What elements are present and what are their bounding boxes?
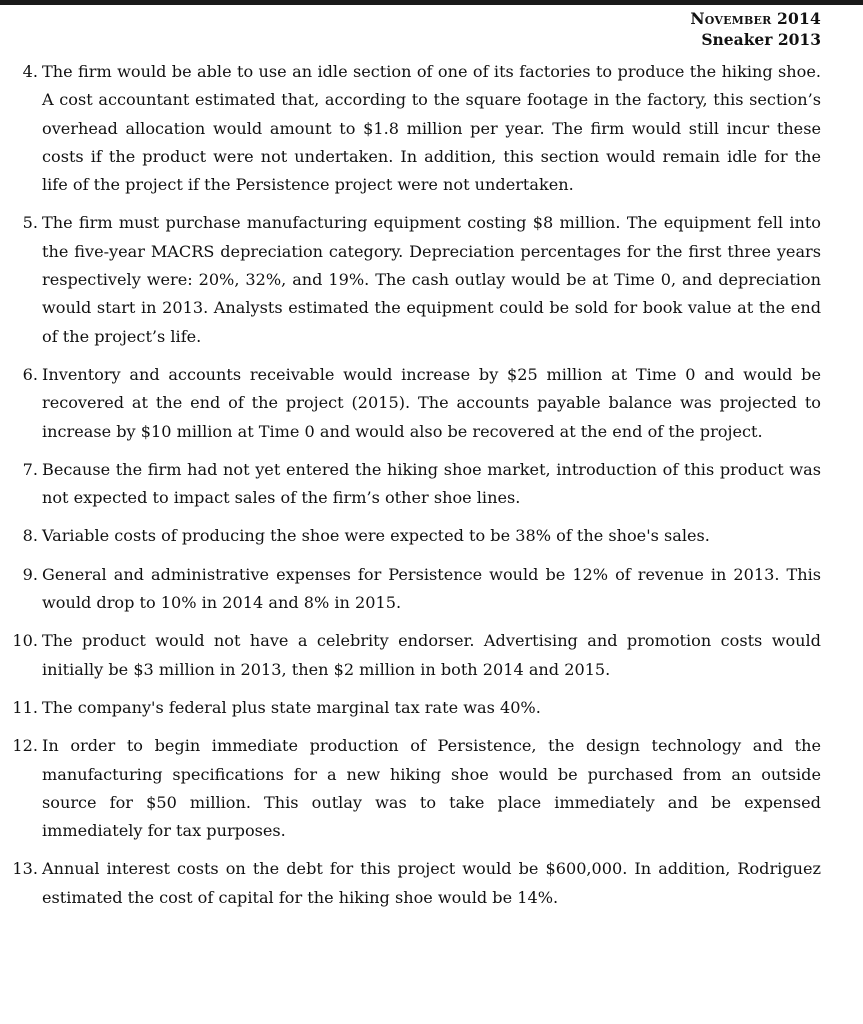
list-item-number: 8. xyxy=(22,526,38,546)
list-item-text: Variable costs of producing the shoe were expected to be 38% of the shoe's sales. xyxy=(42,526,710,546)
list-item-number: 7. xyxy=(22,459,38,479)
header-case-title: Sneaker 2013 xyxy=(701,30,821,49)
top-border xyxy=(0,0,863,5)
list-item xyxy=(0,694,863,722)
list-item xyxy=(0,58,863,199)
list-item-text: The firm would be able to use an idle section of one of its factories to produce the hiking shoe. A cost accountant estimated that, according to the square footage in the factory, this section’s overhead allocation would amount to $1.8 million per year. The firm would still incur these costs if the product were not undertaken. In addition, this section would remain idle for the life of the project if the Persistence project were not undertaken. xyxy=(42,62,821,195)
list-item xyxy=(0,561,863,618)
list-item-number: 4. xyxy=(22,62,38,81)
numbered-list xyxy=(0,58,863,922)
list-item xyxy=(0,361,863,446)
list-item xyxy=(0,732,863,845)
list-item xyxy=(0,855,863,912)
list-item-text: Annual interest costs on the debt for this project would be $600,000. In addition, Rodriguez estimated the cost of capital for the hiking shoe would be 14%. xyxy=(42,859,821,907)
list-item-number: 11. xyxy=(12,697,38,717)
list-item xyxy=(0,627,863,684)
list-item-number: 12. xyxy=(12,736,38,756)
list-item-text: The product would not have a celebrity endorser. Advertising and promotion costs would initially be $3 million in 2013, then $2 million in both 2014 and 2015. xyxy=(42,631,821,679)
list-item-text: General and administrative expenses for Persistence would be 12% of revenue in 2013. This would drop to 10% in 2014 and 8% in 2015. xyxy=(42,564,821,613)
list-item xyxy=(0,456,863,513)
list-item xyxy=(0,209,863,350)
list-item xyxy=(0,522,863,550)
list-item-number: 13. xyxy=(12,859,38,879)
list-item-text: Because the firm had not yet entered the hiking shoe market, introduction of this product was not expected to impact sales of the firm’s other shoe lines. xyxy=(42,459,821,508)
list-item-number: 5. xyxy=(22,213,38,233)
list-item-number: 9. xyxy=(22,564,38,584)
list-item-text: Inventory and accounts receivable would increase by $25 million at Time 0 and would be recovered at the end of the project (2015). The accounts payable balance was projected to increase by $10 million at Time 0 and would also be recovered at the end of the project. xyxy=(42,364,821,441)
list-item-text: The firm must purchase manufacturing equipment costing $8 million. The equipment fell into the five-year MACRS depreciation category. Depreciation percentages for the first three years respectively were: 20%, 32%, and 19%. The cash outlay would be at Time 0, and depreciation would start in 2013. Analysts estimated the equipment could be sold for book value at the end of the project’s life. xyxy=(42,213,821,346)
list-item-number: 10. xyxy=(12,631,38,651)
list-item-text: The company's federal plus state marginal tax rate was 40%. xyxy=(42,697,541,717)
list-item-text: In order to begin immediate production of Persistence, the design technology and the manufacturing specifications for a new hiking shoe would be purchased from an outside source for $50 million. This outlay was to take place immediately and be expensed immediately for tax purposes. xyxy=(42,736,821,841)
list-item-number: 6. xyxy=(22,364,38,384)
header-date: November 2014 xyxy=(690,9,821,28)
page-header xyxy=(690,8,821,50)
